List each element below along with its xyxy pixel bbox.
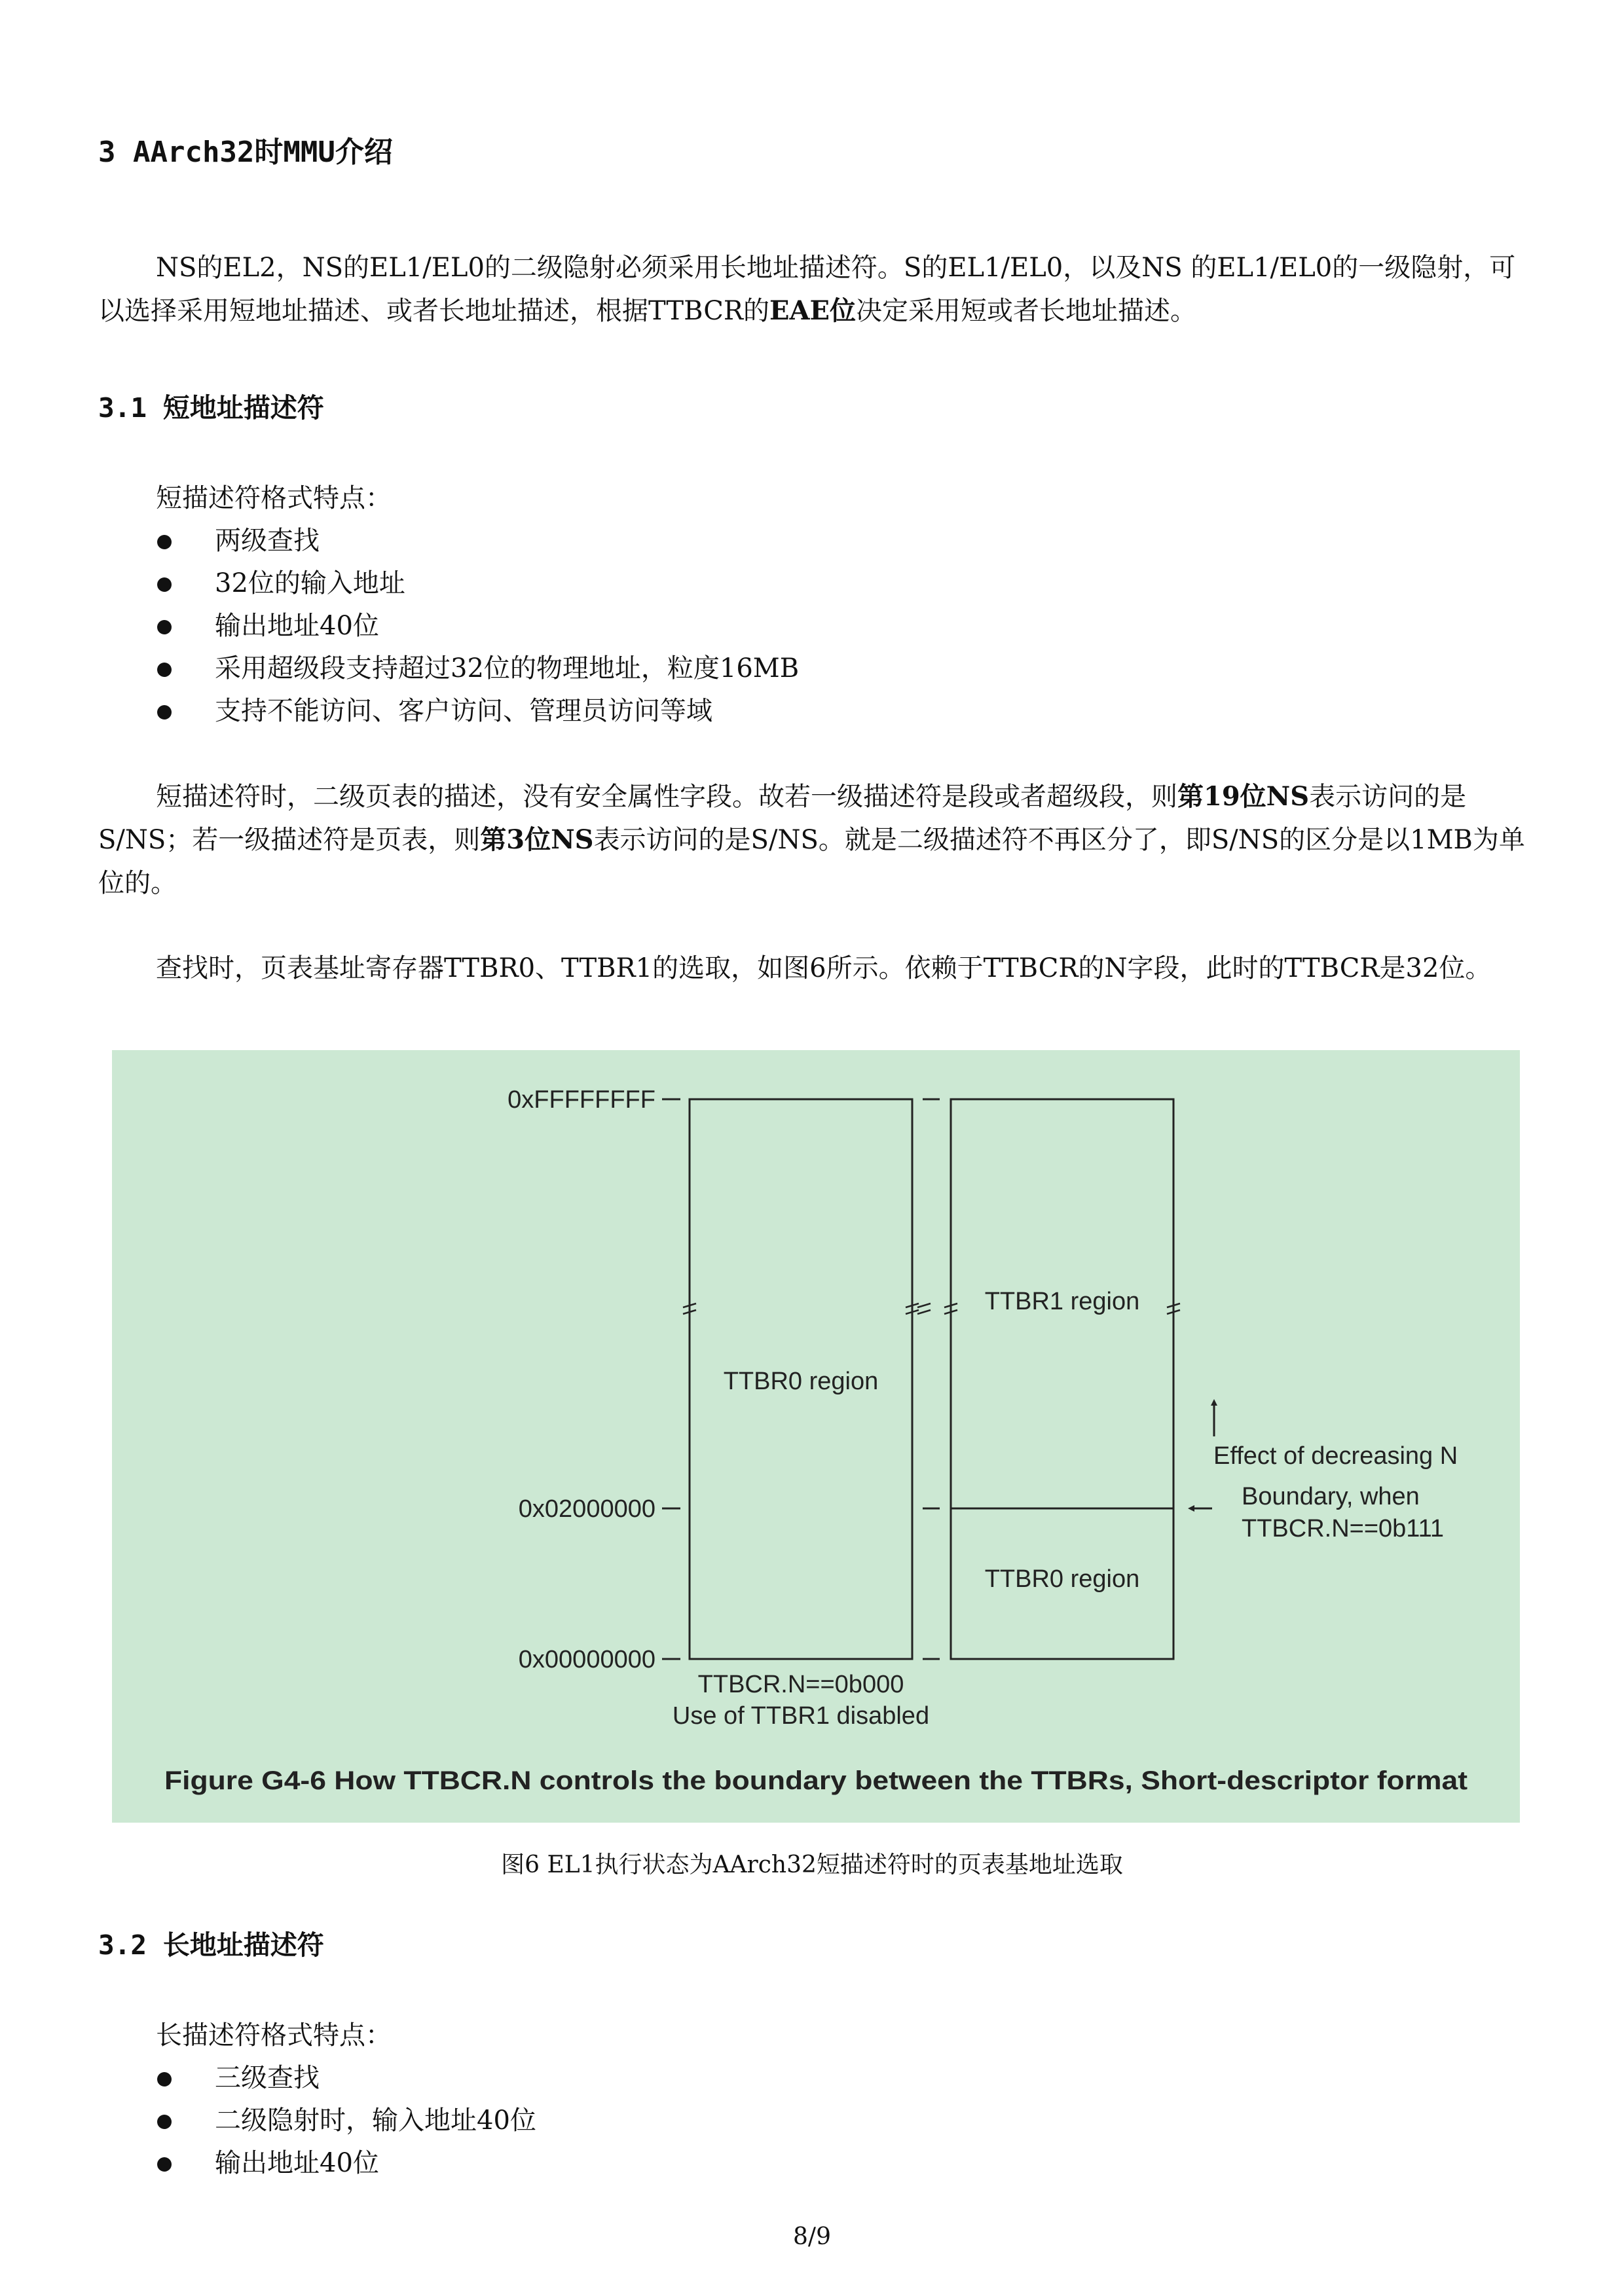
section-3-2-heading: 3.2 长地址描述符 [98,1929,324,1961]
address-top: 0xFFFFFFFF [507,1086,655,1114]
short-desc-lead: 短描述符格式特点： [156,483,392,513]
intro-bold-eae: EAE位 [769,295,856,326]
ttbr-boundary-figure [112,1050,1520,1823]
section-3-heading: 3 AArch32时MMU介绍 [98,136,393,169]
boundary-label-line1: Boundary, when [1242,1483,1420,1510]
boundary-label-line2: TTBCR.N==0b111 [1242,1515,1445,1542]
para2-text-2: 表示访问的是S/NS；若一级描述符是页表，则 [98,782,1467,855]
ttbr-selection-paragraph: 查找时，页表基址寄存器TTBR0、TTBR1的选取，如图6所示。依赖于TTBCR的N字段，此时的TTBCR是32位。 [156,953,1492,983]
short-desc-feature-list [157,520,799,733]
intro-text-1: NS的EL2，NS的EL1/EL0的二级隐射必须采用长地址描述符。S的EL1/EL0，以及NS 的EL1/EL0的一级隐射，可以选择采用短地址描述、或者长地址描述，根据TTBCR的 [98,253,1516,326]
list-item: 支持不能访问、客户访问、管理员访问等域 [157,690,799,733]
para2-text-3: 表示访问的是S/NS。就是二级描述符不再区分了，即S/NS的区分是以1MB为单位的。 [98,825,1525,898]
list-item: 两级查找 [157,520,799,562]
effect-label: Effect of decreasing N [1213,1442,1458,1470]
address-mid: 0x02000000 [518,1495,655,1523]
left-note-line2: Use of TTBR1 disabled [672,1702,930,1730]
list-item: 二级隐射时，输入地址40位 [157,2100,536,2142]
intro-text-2: 决定采用短或者长地址描述。 [855,296,1196,326]
ttbr-boundary-diagram [112,1050,1520,1823]
intro-paragraph [98,246,1532,333]
left-region-label: TTBR0 region [723,1368,879,1395]
list-item: 三级查找 [157,2057,536,2100]
long-desc-lead: 长描述符格式特点： [156,2020,392,2050]
figure-title: Figure G4-6 How TTBCR.N controls the boundary between the TTBRs, Short-descriptor format [164,1766,1467,1795]
short-desc-security-paragraph [98,775,1532,905]
para2-text-1: 短描述符时，二级页表的描述，没有安全属性字段。故若一级描述符是段或者超级段，则 [156,782,1177,812]
left-note-line1: TTBCR.N==0b000 [697,1671,904,1698]
figure-caption: 图6 EL1执行状态为AArch32短描述符时的页表基地址选取 [501,1851,1123,1878]
list-item: 输出地址40位 [157,605,799,647]
list-item: 采用超级段支持超过32位的物理地址，粒度16MB [157,647,799,690]
para2-bold-bit3: 第3位NS [480,824,594,855]
para2-bold-bit19: 第19位NS [1177,781,1310,812]
right-bottom-region-label: TTBR0 region [984,1565,1140,1593]
list-item: 32位的输入地址 [157,562,799,605]
right-top-region-label: TTBR1 region [984,1288,1140,1315]
section-3-1-heading: 3.1 短地址描述符 [98,392,324,424]
page-number: 8/9 [793,2223,831,2250]
address-bottom: 0x00000000 [518,1646,655,1673]
long-desc-feature-list [157,2057,536,2185]
list-item: 输出地址40位 [157,2142,536,2185]
